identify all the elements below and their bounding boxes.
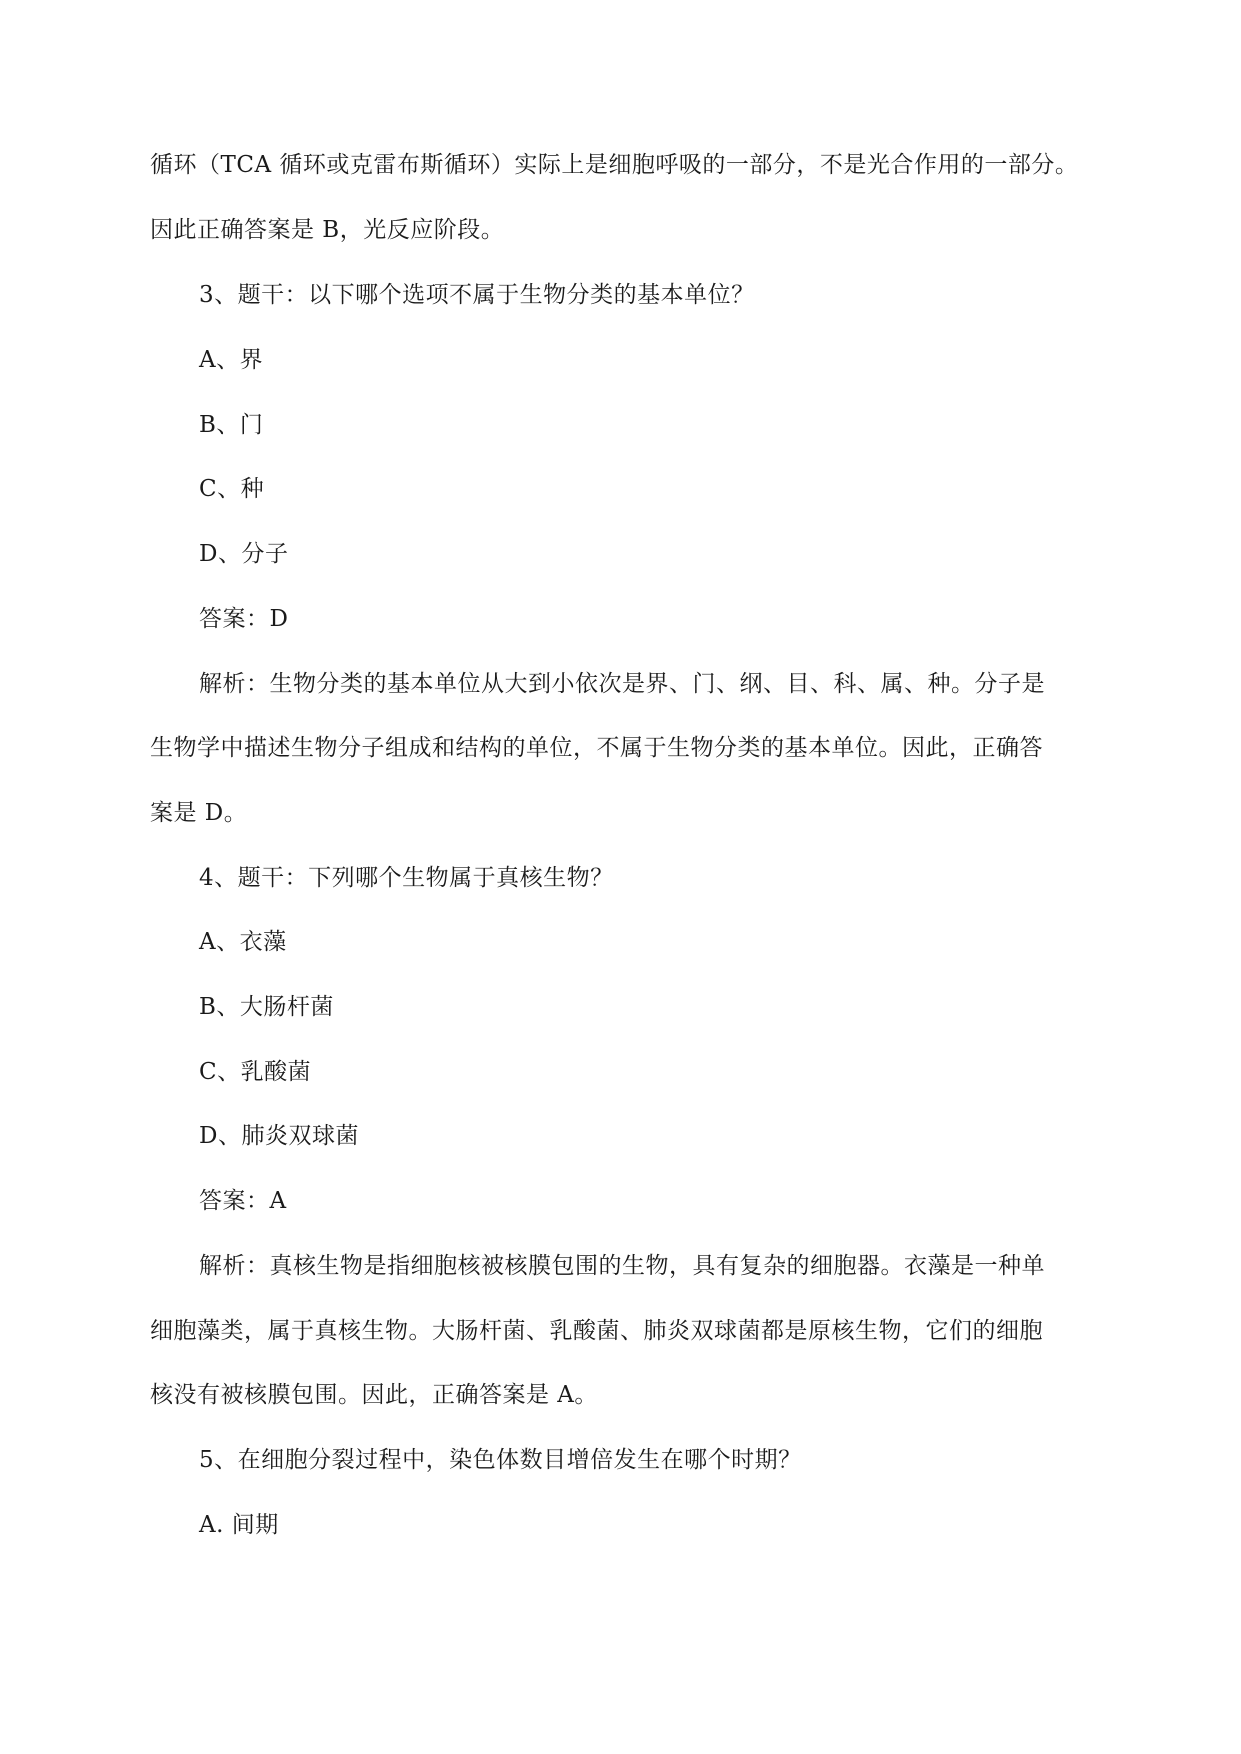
question-4-analysis-line-2: 细胞藻类，属于真核生物。大肠杆菌、乳酸菌、肺炎双球菌都是原核生物，它们的细胞 bbox=[150, 1318, 1043, 1344]
question-3-option-c: C、种 bbox=[199, 476, 265, 502]
question-3-stem: 3、题干：以下哪个选项不属于生物分类的基本单位？ bbox=[199, 282, 755, 308]
question-4-analysis-line-1: 解析：真核生物是指细胞核被核膜包围的生物，具有复杂的细胞器。衣藻是一种单 bbox=[199, 1253, 1045, 1279]
question-4-answer: 答案：A bbox=[199, 1188, 287, 1214]
question-5-option-a: A. 间期 bbox=[199, 1512, 279, 1538]
question-3-analysis-line-3: 案是 D。 bbox=[150, 800, 248, 826]
question-3-answer: 答案：D bbox=[199, 606, 289, 632]
prev-analysis-line-2: 因此正确答案是 B，光反应阶段。 bbox=[150, 217, 505, 243]
question-3-option-b: B、门 bbox=[199, 412, 264, 438]
question-3-option-a: A、界 bbox=[199, 347, 264, 373]
question-4-analysis-line-3: 核没有被核膜包围。因此，正确答案是 A。 bbox=[150, 1382, 598, 1408]
question-4-option-c: C、乳酸菌 bbox=[199, 1059, 312, 1085]
question-3-option-d: D、分子 bbox=[199, 541, 289, 567]
question-5-stem: 5、在细胞分裂过程中，染色体数目增倍发生在哪个时期？ bbox=[199, 1447, 802, 1473]
question-3-analysis-line-1: 解析：生物分类的基本单位从大到小依次是界、门、纲、目、科、属、种。分子是 bbox=[199, 671, 1045, 697]
question-3-analysis-line-2: 生物学中描述生物分子组成和结构的单位，不属于生物分类的基本单位。因此，正确答 bbox=[150, 735, 1043, 761]
question-4-stem: 4、题干：下列哪个生物属于真核生物？ bbox=[199, 865, 614, 891]
question-4-option-d: D、肺炎双球菌 bbox=[199, 1123, 359, 1149]
prev-analysis-line-1: 循环（TCA 循环或克雷布斯循环）实际上是细胞呼吸的一部分，不是光合作用的一部分。 bbox=[150, 152, 1079, 178]
question-4-option-a: A、衣藻 bbox=[199, 929, 287, 955]
question-4-option-b: B、大肠杆菌 bbox=[199, 994, 334, 1020]
